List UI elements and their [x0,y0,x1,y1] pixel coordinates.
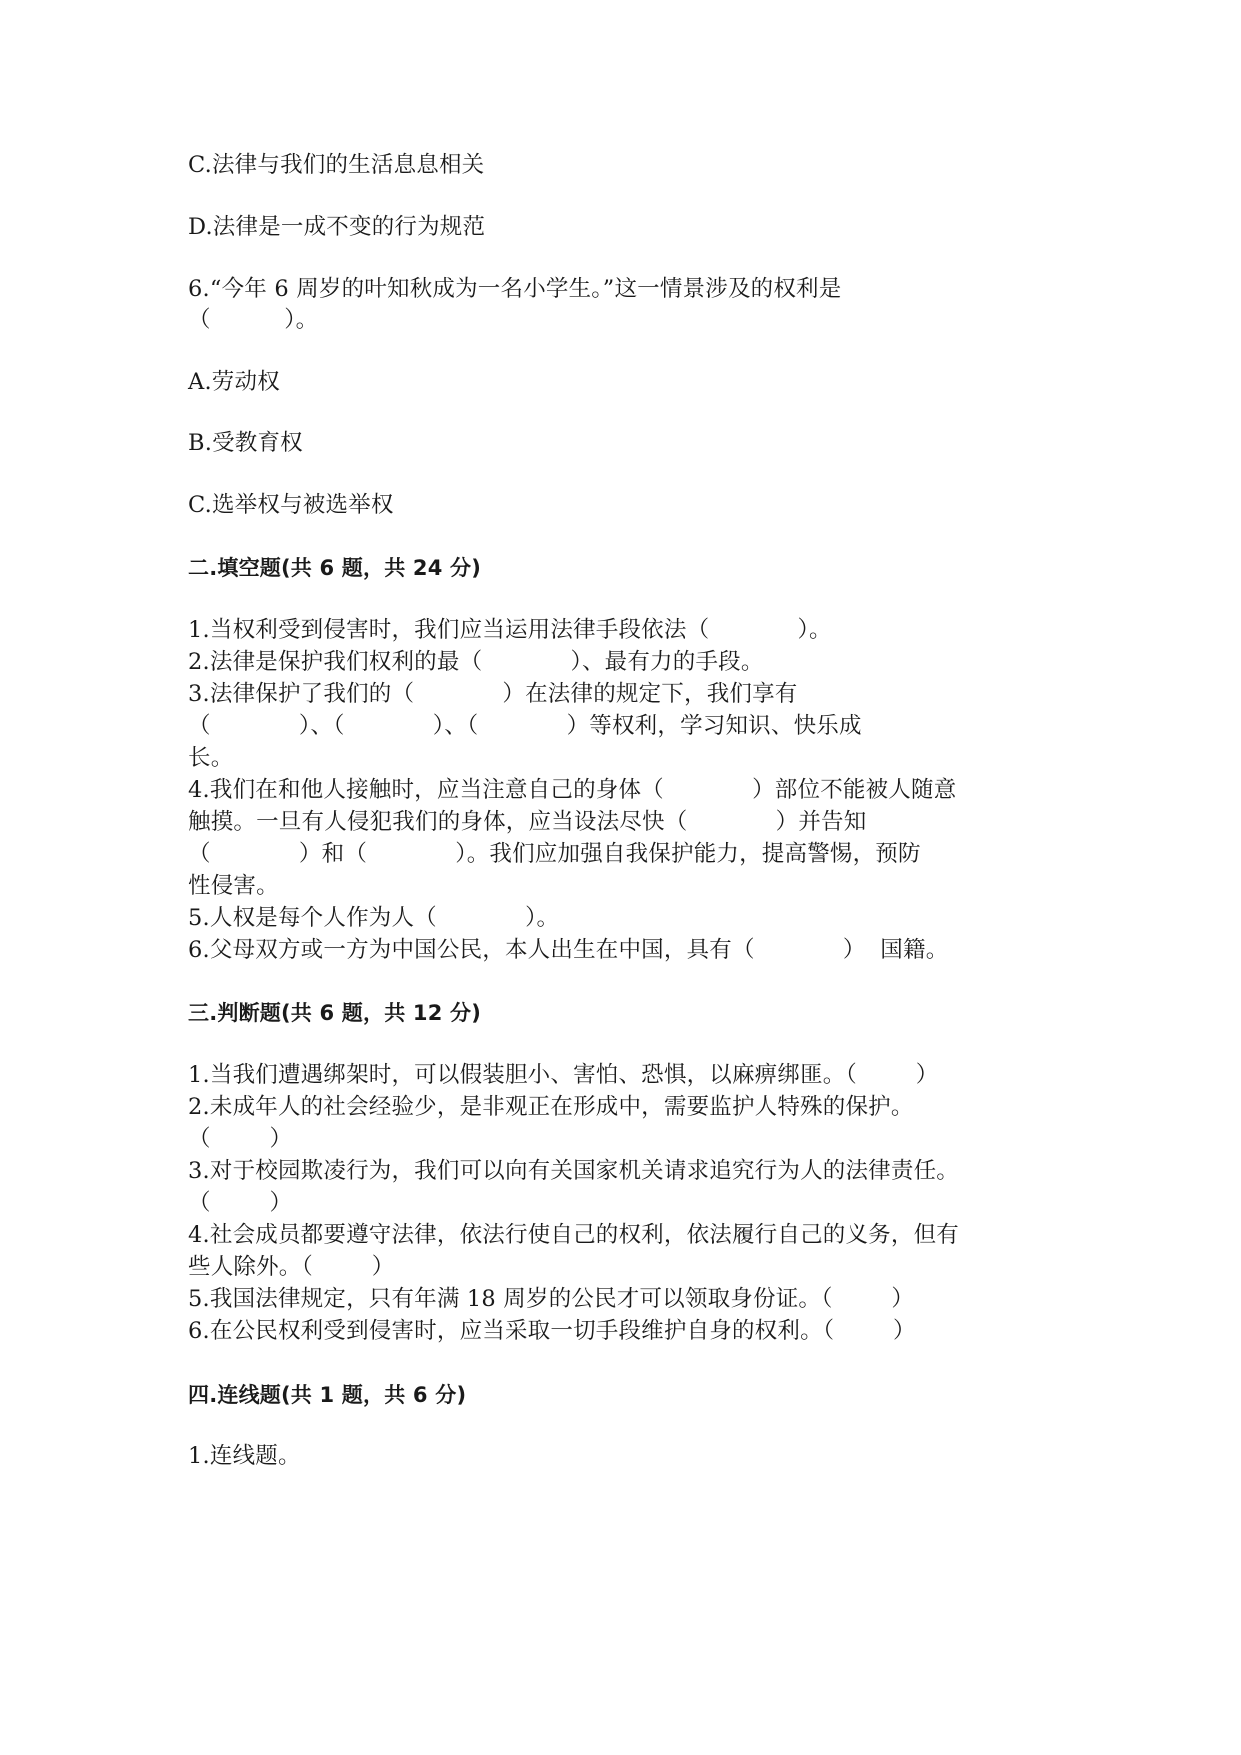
section2-line: 2.法律是保护我们权利的最（ ）、最有力的手段。 [188,649,764,675]
section4-line: 1.连线题。 [188,1443,301,1469]
section2-line: 4.我们在和他人接触时，应当注意自己的身体（ ）部位不能被人随意 [188,777,957,803]
section3-heading: 三.判断题(共 6 题，共 12 分) [188,1001,482,1025]
q6-stem-line1: 6.“今年 6 周岁的叶知秋成为一名小学生。”这一情景涉及的权利是 [188,276,842,302]
q5-option-c: C.法律与我们的生活息息相关 [188,152,485,178]
section2-line: 触摸。一旦有人侵犯我们的身体，应当设法尽快（ ）并告知 [188,809,867,835]
section2-line: 6.父母双方或一方为中国公民，本人出生在中国，具有（ ） 国籍。 [188,937,949,963]
section3-line: 3.对于校园欺凌行为，我们可以向有关国家机关请求追究行为人的法律责任。 [188,1158,959,1184]
q5-option-d: D.法律是一成不变的行为规范 [188,214,486,240]
section2-line: （ ）、（ ）、（ ）等权利，学习知识、快乐成 [188,713,862,739]
section2-line: 长。 [188,745,234,771]
section2-line: （ ）和（ ）。我们应加强自我保护能力，提高警惕，预防 [188,841,921,867]
section2-line: 5.人权是每个人作为人（ ）。 [188,905,560,931]
section2-line: 1.当权利受到侵害时，我们应当运用法律手段依法（ ）。 [188,617,832,643]
section2-line: 性侵害。 [188,873,279,899]
q6-stem-line2: （ ）。 [188,307,319,333]
q6-option-c: C.选举权与被选举权 [188,492,394,518]
section3-line: （ ） [188,1190,293,1216]
q6-option-b: B.受教育权 [188,430,303,456]
section2-line: 3.法律保护了我们的（ ）在法律的规定下，我们享有 [188,681,798,707]
section3-line: 6.在公民权利受到侵害时，应当采取一切手段维护自身的权利。（ ） [188,1318,916,1344]
section3-line: 1.当我们遭遇绑架时，可以假装胆小、害怕、恐惧，以麻痹绑匪。（ ） [188,1062,939,1088]
section3-line: （ ） [188,1126,293,1152]
section3-line: 4.社会成员都要遵守法律，依法行使自己的权利，依法履行自己的义务，但有 [188,1222,959,1248]
section2-heading: 二.填空题(共 6 题，共 24 分) [188,556,482,580]
q6-option-a: A.劳动权 [188,369,280,395]
section4-heading: 四.连线题(共 1 题，共 6 分) [188,1383,467,1407]
section3-line: 2.未成年人的社会经验少，是非观正在形成中，需要监护人特殊的保护。 [188,1094,914,1120]
section3-line: 些人除外。（ ） [188,1254,395,1280]
section3-line: 5.我国法律规定，只有年满 18 周岁的公民才可以领取身份证。（ ） [188,1286,915,1312]
